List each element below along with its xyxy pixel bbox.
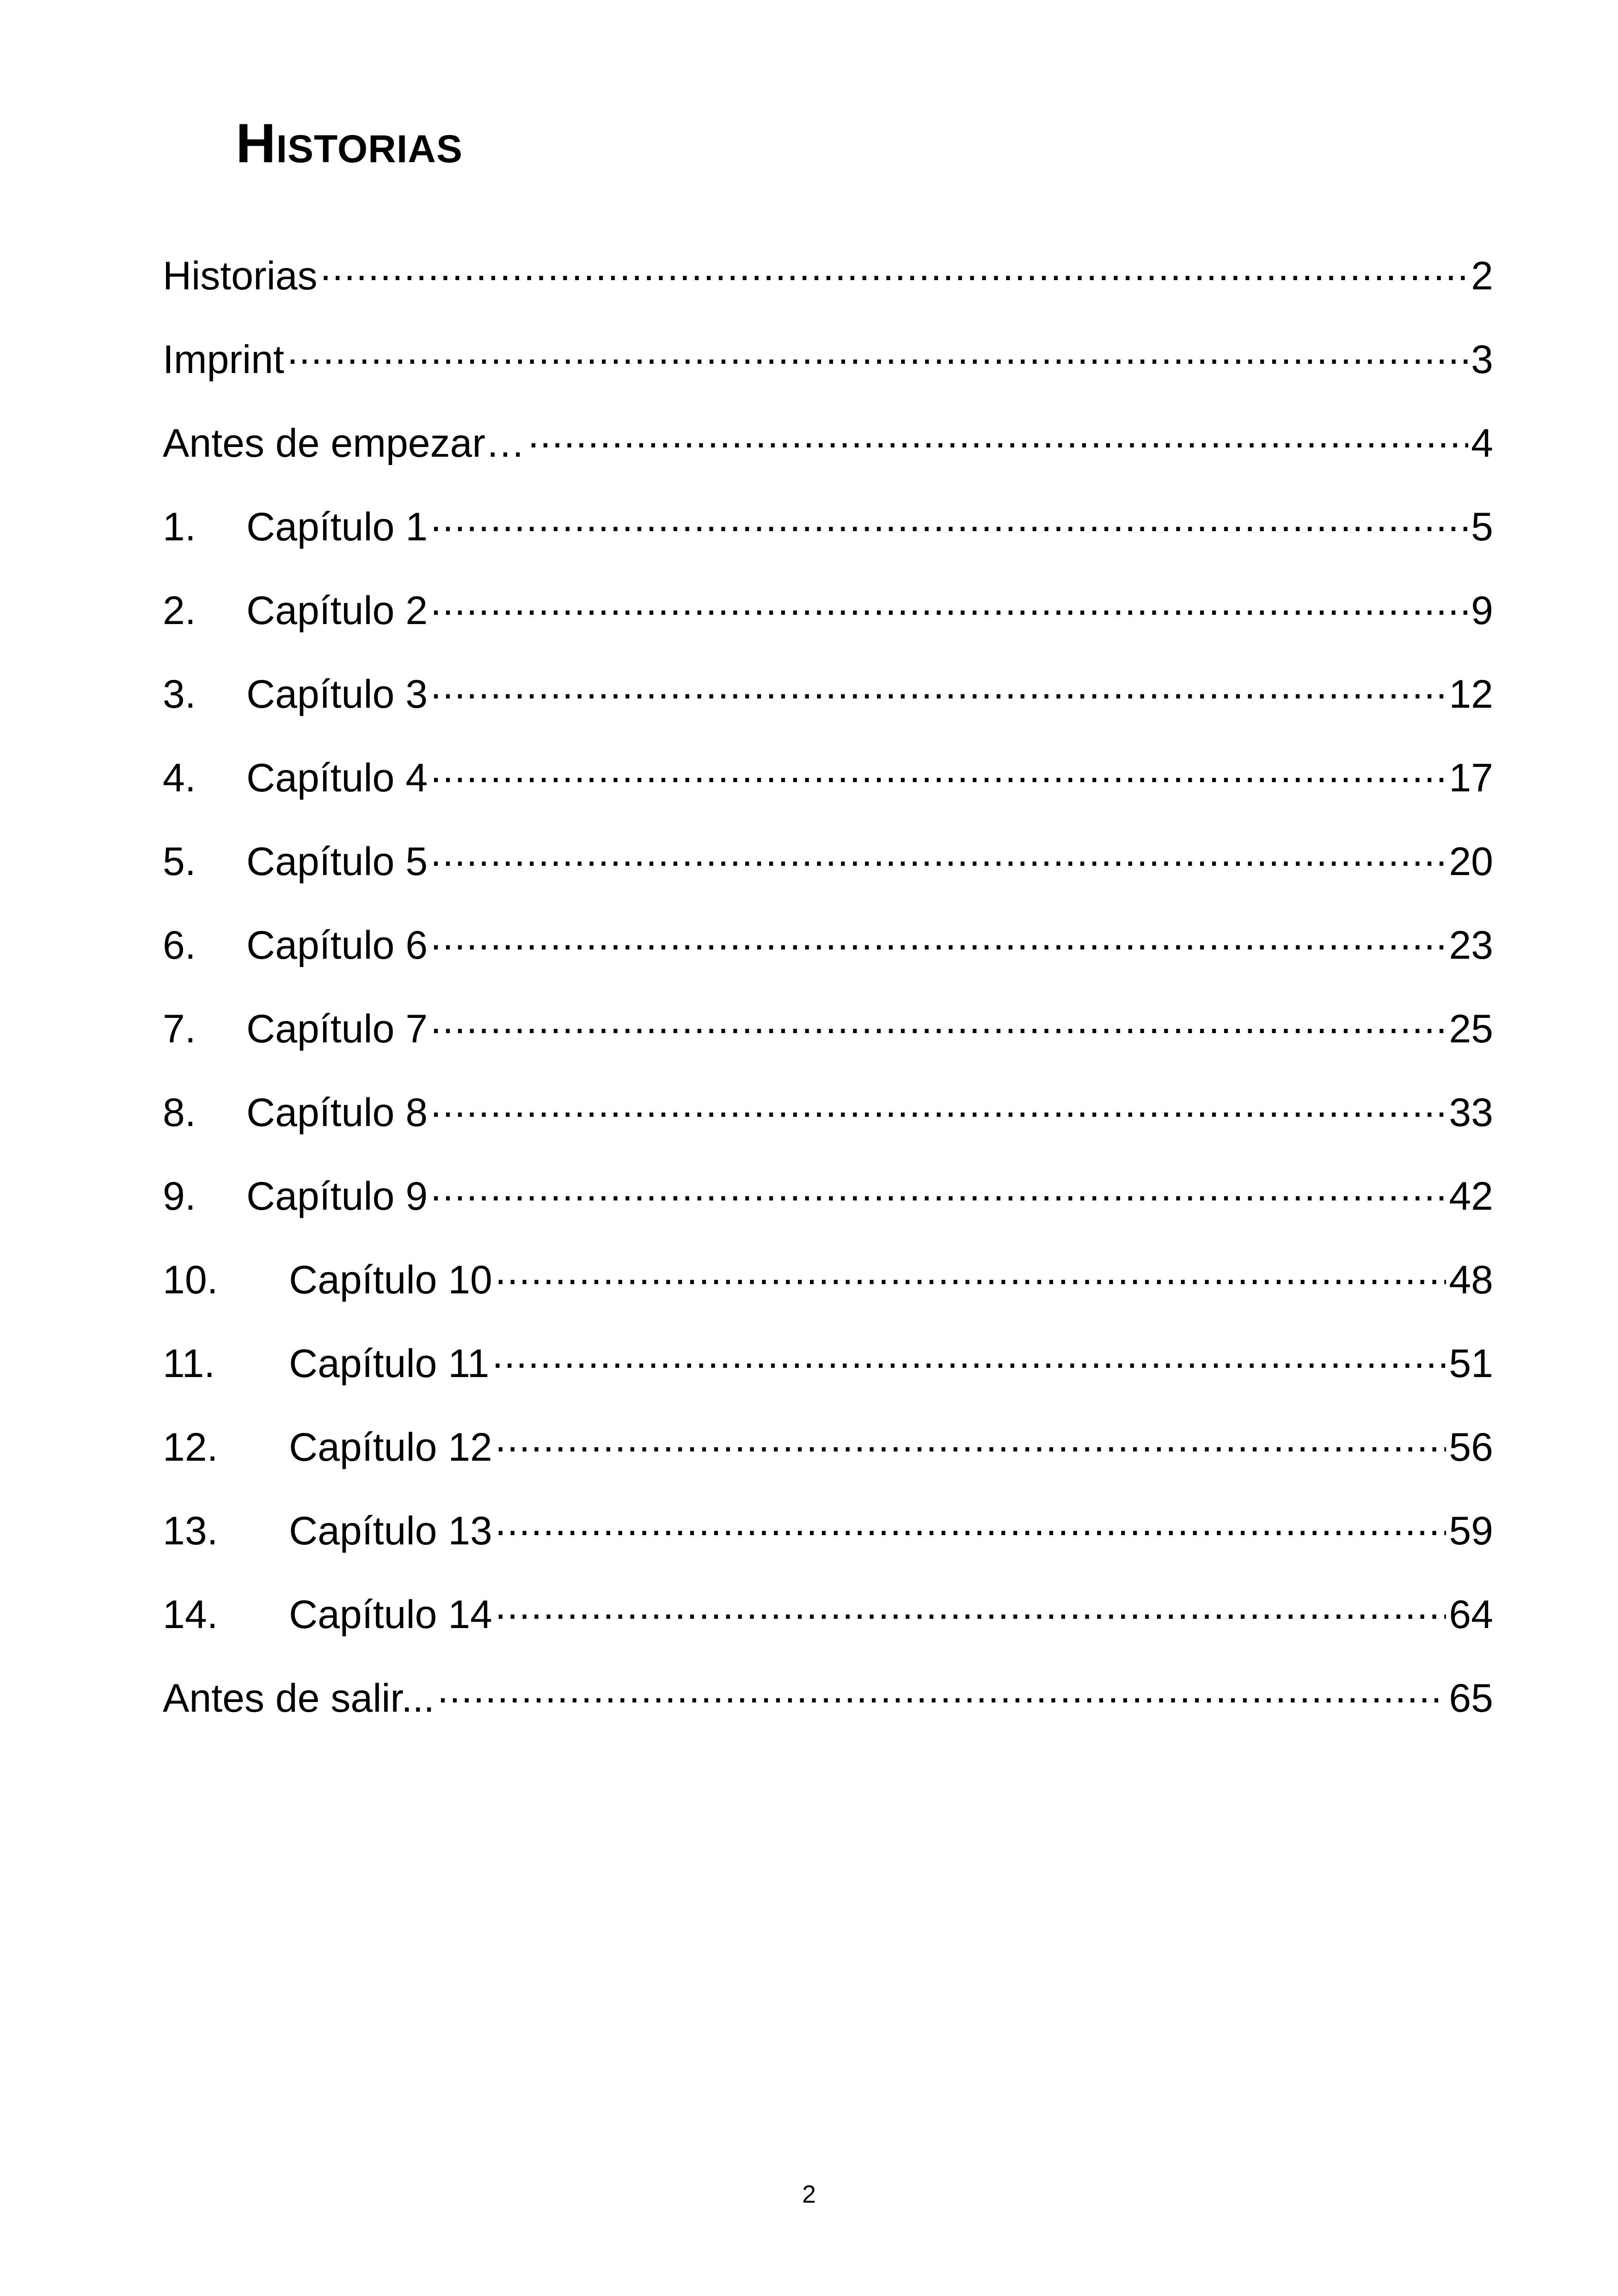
toc-entry-number: 6. bbox=[163, 923, 196, 967]
toc-entry-page: 48 bbox=[1449, 1258, 1493, 1302]
toc-dot-leader bbox=[528, 417, 1468, 457]
toc-entry-label: Antes de salir... bbox=[163, 1676, 435, 1720]
toc-entry-page: 33 bbox=[1449, 1090, 1493, 1135]
toc-dot-leader bbox=[430, 1170, 1446, 1210]
page-number: 2 bbox=[802, 2180, 816, 2208]
toc-entry[interactable] bbox=[163, 1170, 1493, 1254]
toc-dot-leader bbox=[495, 1421, 1446, 1461]
toc-dot-leader bbox=[495, 1254, 1446, 1293]
toc-entry-number: 7. bbox=[163, 1007, 196, 1051]
toc-dot-leader bbox=[430, 584, 1468, 624]
toc-dot-leader bbox=[430, 501, 1468, 540]
toc-entry-label: Imprint bbox=[163, 337, 284, 382]
toc-entry-page: 59 bbox=[1449, 1509, 1493, 1553]
toc-entry[interactable] bbox=[163, 584, 1493, 668]
toc-dot-leader bbox=[430, 1086, 1446, 1126]
toc-entry[interactable] bbox=[163, 1003, 1493, 1086]
table-of-contents bbox=[163, 250, 1493, 1756]
toc-entry[interactable] bbox=[163, 1254, 1493, 1337]
toc-dot-leader bbox=[430, 919, 1446, 959]
toc-entry[interactable] bbox=[163, 835, 1493, 919]
toc-entry-number: 9. bbox=[163, 1174, 196, 1218]
toc-entry-page: 9 bbox=[1471, 588, 1493, 633]
toc-entry-label: Capítulo 10 bbox=[289, 1258, 492, 1302]
toc-dot-leader bbox=[430, 835, 1446, 875]
toc-entry-label: Capítulo 1 bbox=[246, 505, 428, 549]
toc-entry[interactable] bbox=[163, 417, 1493, 501]
toc-dot-leader bbox=[287, 333, 1468, 373]
toc-entry-page: 2 bbox=[1471, 254, 1493, 298]
toc-entry[interactable] bbox=[163, 1672, 1493, 1756]
toc-dot-leader bbox=[320, 250, 1469, 289]
toc-entry-page: 51 bbox=[1449, 1341, 1493, 1386]
toc-entry-label: Antes de empezar… bbox=[163, 421, 525, 465]
toc-entry-page: 25 bbox=[1449, 1007, 1493, 1051]
toc-dot-leader bbox=[495, 1505, 1446, 1544]
toc-entry-number: 8. bbox=[163, 1090, 196, 1135]
toc-entry-page: 3 bbox=[1471, 337, 1493, 382]
toc-entry[interactable] bbox=[163, 333, 1493, 417]
toc-entry-page: 65 bbox=[1449, 1676, 1493, 1720]
toc-entry[interactable] bbox=[163, 1337, 1493, 1421]
toc-entry-number: 10. bbox=[163, 1258, 218, 1302]
toc-entry-label: Historias bbox=[163, 254, 318, 298]
toc-entry-page: 20 bbox=[1449, 839, 1493, 884]
toc-entry-number: 3. bbox=[163, 672, 196, 716]
toc-entry-page: 12 bbox=[1449, 672, 1493, 716]
toc-entry[interactable] bbox=[163, 1505, 1493, 1588]
toc-entry-label: Capítulo 12 bbox=[289, 1425, 492, 1469]
toc-entry-number: 13. bbox=[163, 1509, 218, 1553]
toc-entry-page: 42 bbox=[1449, 1174, 1493, 1218]
toc-entry-label: Capítulo 11 bbox=[289, 1341, 490, 1386]
toc-entry[interactable] bbox=[163, 752, 1493, 835]
toc-entry-number: 12. bbox=[163, 1425, 218, 1469]
toc-entry-label: Capítulo 9 bbox=[246, 1174, 428, 1218]
toc-entry-number: 5. bbox=[163, 839, 196, 884]
toc-entry-page: 56 bbox=[1449, 1425, 1493, 1469]
toc-entry-page: 23 bbox=[1449, 923, 1493, 967]
toc-entry[interactable] bbox=[163, 919, 1493, 1003]
toc-entry-label: Capítulo 13 bbox=[289, 1509, 492, 1553]
toc-entry-label: Capítulo 6 bbox=[246, 923, 428, 967]
toc-entry-label: Capítulo 4 bbox=[246, 756, 428, 800]
toc-entry-page: 17 bbox=[1449, 756, 1493, 800]
toc-entry-label: Capítulo 8 bbox=[246, 1090, 428, 1135]
toc-dot-leader bbox=[430, 1003, 1446, 1042]
toc-entry-number: 11. bbox=[163, 1341, 215, 1386]
page-title: Historias bbox=[236, 112, 463, 174]
toc-entry[interactable] bbox=[163, 250, 1493, 333]
toc-entry[interactable] bbox=[163, 501, 1493, 584]
toc-entry-number: 1. bbox=[163, 505, 196, 549]
toc-entry-page: 4 bbox=[1471, 421, 1493, 465]
toc-entry[interactable] bbox=[163, 1421, 1493, 1505]
toc-entry-label: Capítulo 7 bbox=[246, 1007, 428, 1051]
toc-entry-number: 14. bbox=[163, 1592, 218, 1637]
toc-entry[interactable] bbox=[163, 668, 1493, 752]
toc-entry-number: 2. bbox=[163, 588, 196, 633]
toc-entry-label: Capítulo 2 bbox=[246, 588, 428, 633]
toc-entry-label: Capítulo 14 bbox=[289, 1592, 492, 1637]
toc-entry[interactable] bbox=[163, 1086, 1493, 1170]
toc-dot-leader bbox=[430, 752, 1446, 791]
toc-entry-page: 64 bbox=[1449, 1592, 1493, 1637]
toc-entry[interactable] bbox=[163, 1588, 1493, 1672]
toc-dot-leader bbox=[430, 668, 1446, 708]
toc-entry-number: 4. bbox=[163, 756, 196, 800]
toc-dot-leader bbox=[492, 1337, 1446, 1377]
toc-dot-leader bbox=[437, 1672, 1446, 1712]
toc-dot-leader bbox=[495, 1588, 1446, 1628]
toc-entry-page: 5 bbox=[1471, 505, 1493, 549]
toc-entry-label: Capítulo 3 bbox=[246, 672, 428, 716]
toc-entry-label: Capítulo 5 bbox=[246, 839, 428, 884]
